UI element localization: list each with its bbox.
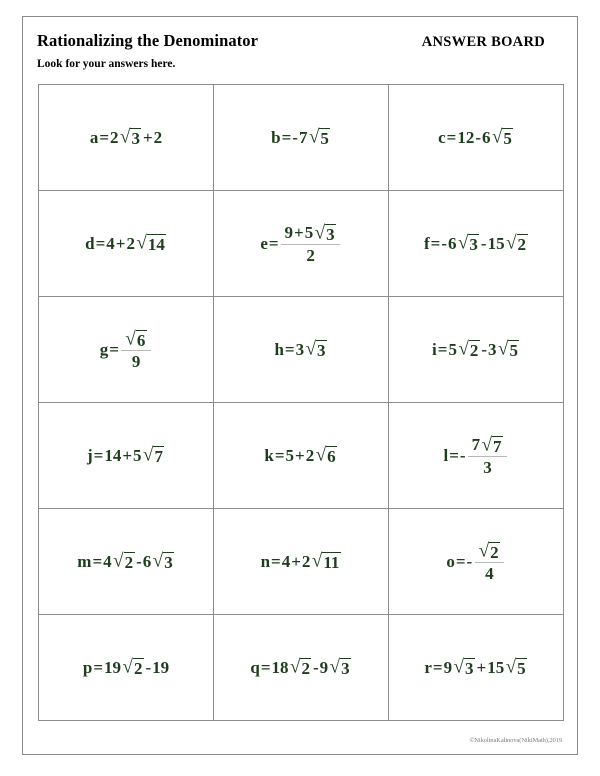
- answer-row: [39, 403, 564, 509]
- operator: +: [142, 127, 153, 147]
- answer-expression: [82, 658, 169, 677]
- radicand: 11: [323, 552, 340, 572]
- term: 2: [126, 233, 135, 253]
- operator: -: [145, 657, 152, 677]
- radical-sign-icon: √: [506, 232, 517, 253]
- term: 19: [152, 657, 170, 677]
- answer-row: [39, 509, 564, 615]
- answer-letter: i: [432, 339, 437, 359]
- answer-expression: [89, 128, 162, 147]
- radicand: 3: [465, 658, 474, 678]
- radical-sign-icon: √: [315, 444, 327, 465]
- radical: [143, 446, 164, 465]
- term: 7: [298, 127, 308, 147]
- equals-sign: =: [260, 657, 271, 677]
- radical-sign-icon: √: [290, 656, 301, 677]
- fraction-denominator: [131, 351, 141, 370]
- radical-sign-icon: √: [136, 232, 147, 253]
- term: 15: [487, 657, 505, 677]
- fraction-numerator: [475, 542, 504, 562]
- f-cell[interactable]: [389, 191, 564, 297]
- term: 6: [447, 233, 457, 253]
- answer-expression: [260, 552, 342, 571]
- term: 6: [481, 127, 491, 147]
- radicand: 3: [131, 128, 140, 148]
- answer-letter: q: [250, 657, 260, 677]
- radicand: 2: [124, 552, 134, 572]
- equals-sign: =: [93, 657, 104, 677]
- radicand: 7: [154, 446, 163, 466]
- radical-sign-icon: √: [113, 550, 124, 571]
- equals-sign: =: [274, 445, 285, 465]
- term: 4: [106, 233, 115, 253]
- instruction-text: Look for your answers here.: [37, 58, 176, 70]
- answer-row: [39, 191, 564, 297]
- radical: [306, 340, 327, 359]
- answer-letter: o: [446, 552, 455, 571]
- term: 5: [285, 445, 295, 465]
- term: 2: [305, 445, 315, 465]
- term: 5: [448, 339, 457, 359]
- radical: [123, 658, 144, 677]
- answer-grid-body: [39, 85, 564, 721]
- answer-expression: [274, 340, 328, 359]
- n-cell[interactable]: [214, 509, 389, 615]
- radical-sign-icon: √: [478, 540, 490, 561]
- term: 9: [284, 222, 294, 242]
- answer-expression: [77, 552, 175, 571]
- radical-sign-icon: √: [505, 656, 517, 677]
- answer-letter: r: [424, 657, 432, 677]
- answer-expression: [432, 340, 521, 359]
- radical-sign-icon: √: [458, 338, 469, 359]
- term: 9: [443, 657, 453, 677]
- copyright-credit: ©NikolinaKalinova(NikiMath),2019: [469, 737, 562, 744]
- radical: [290, 658, 311, 677]
- term: 4: [485, 563, 494, 583]
- radicand: 5: [503, 128, 512, 148]
- fraction-numerator: [468, 436, 507, 456]
- answer-letter: m: [77, 551, 92, 571]
- radicand: 2: [301, 658, 310, 678]
- operator: +: [295, 445, 305, 465]
- equals-sign: =: [281, 127, 292, 147]
- radical: [315, 224, 336, 243]
- g-cell[interactable]: [39, 297, 214, 403]
- operator: -: [480, 233, 487, 253]
- operator: -: [441, 233, 447, 253]
- term: 7: [471, 434, 481, 454]
- term: 3: [488, 339, 497, 359]
- radical: [506, 234, 527, 253]
- term: 2: [153, 127, 163, 147]
- equals-sign: =: [95, 233, 106, 253]
- answer-expression: [438, 128, 515, 147]
- radical: [330, 658, 351, 677]
- term: 3: [483, 457, 492, 477]
- radical-sign-icon: √: [314, 222, 326, 243]
- p-cell[interactable]: [39, 615, 214, 721]
- answer-expression: [446, 542, 506, 582]
- radical: [454, 658, 475, 677]
- page-title: Rationalizing the Denominator: [37, 31, 259, 50]
- radicand: 14: [147, 234, 165, 254]
- radical-sign-icon: √: [122, 656, 133, 677]
- operator: +: [115, 233, 126, 253]
- e-cell[interactable]: [214, 191, 389, 297]
- c-cell[interactable]: [389, 85, 564, 191]
- equals-sign: =: [446, 127, 457, 147]
- term: 15: [487, 233, 505, 253]
- q-cell[interactable]: [214, 615, 389, 721]
- equals-sign: =: [455, 552, 466, 571]
- b-cell[interactable]: [214, 85, 389, 191]
- term: 9: [131, 351, 141, 371]
- answer-expression: [264, 446, 338, 465]
- radical: [498, 340, 519, 359]
- radical: [125, 330, 146, 349]
- radicand: 6: [136, 330, 146, 350]
- answer-letter: d: [85, 233, 95, 253]
- radical-sign-icon: √: [457, 232, 469, 253]
- operator: -: [466, 552, 473, 571]
- answer-board-label: ANSWER BOARD: [421, 34, 545, 50]
- term: 5: [133, 445, 142, 465]
- equals-sign: =: [284, 339, 295, 359]
- a-cell[interactable]: [39, 85, 214, 191]
- equals-sign: =: [432, 657, 443, 677]
- radical: [312, 552, 341, 571]
- h-cell[interactable]: [214, 297, 389, 403]
- radical: [153, 552, 174, 571]
- term: 2: [110, 127, 119, 147]
- operator: +: [291, 551, 301, 571]
- answer-row: [39, 85, 564, 191]
- radical: [479, 542, 500, 561]
- radicand: 5: [320, 128, 329, 148]
- radicand: 5: [517, 658, 526, 678]
- radical: [113, 552, 134, 571]
- radical-sign-icon: √: [329, 656, 341, 677]
- radical-sign-icon: √: [305, 338, 317, 359]
- radicand: 2: [133, 658, 143, 678]
- operator: +: [476, 657, 487, 677]
- equals-sign: =: [271, 551, 281, 571]
- answer-letter: j: [87, 445, 93, 465]
- radicand: 6: [327, 446, 336, 466]
- equals-sign: =: [92, 551, 103, 571]
- answer-expression: [87, 446, 166, 465]
- radicand: 3: [469, 234, 478, 254]
- radical-sign-icon: √: [152, 550, 164, 571]
- answer-letter: n: [260, 551, 271, 571]
- answer-expression: [424, 658, 528, 677]
- radical: [492, 128, 513, 147]
- term: 4: [103, 551, 112, 571]
- term: 2: [306, 245, 315, 265]
- operator: -: [136, 551, 142, 571]
- radical: [316, 446, 337, 465]
- answer-expression: [85, 234, 168, 253]
- radical-sign-icon: √: [125, 328, 136, 349]
- answer-expression: [423, 234, 528, 253]
- radical-sign-icon: √: [311, 550, 323, 571]
- radicand: 3: [326, 224, 335, 244]
- radical-sign-icon: √: [143, 444, 154, 465]
- radicand: 3: [164, 552, 173, 572]
- d-cell[interactable]: [39, 191, 214, 297]
- radical: [506, 658, 527, 677]
- radical-sign-icon: √: [498, 338, 509, 359]
- fraction-denominator: [483, 457, 493, 476]
- term: 18: [271, 657, 289, 677]
- radical: [458, 340, 479, 359]
- term: 19: [104, 657, 122, 677]
- answer-expression: [250, 658, 352, 677]
- answer-expression: [443, 436, 509, 476]
- operator: -: [475, 127, 481, 147]
- radicand: 2: [469, 340, 479, 360]
- term: 2: [301, 551, 311, 571]
- equals-sign: =: [437, 339, 448, 359]
- operator: -: [459, 446, 466, 465]
- l-cell[interactable]: [389, 403, 564, 509]
- answer-letter: b: [271, 127, 281, 147]
- equals-sign: =: [99, 127, 110, 147]
- term: 5: [304, 222, 314, 242]
- operator: +: [122, 445, 133, 465]
- radicand: 2: [517, 234, 527, 254]
- answer-expression: [99, 330, 153, 370]
- operator: -: [312, 657, 319, 677]
- fraction: [281, 224, 340, 264]
- radical-sign-icon: √: [491, 126, 503, 147]
- fraction: [468, 436, 507, 476]
- answer-letter: a: [89, 127, 99, 147]
- answer-row: [39, 297, 564, 403]
- r-cell[interactable]: [389, 615, 564, 721]
- radicand: 3: [317, 340, 326, 360]
- page-header: [37, 31, 565, 51]
- radical: [482, 436, 503, 455]
- radical: [136, 234, 166, 253]
- fraction-denominator: [485, 563, 495, 582]
- term: 12: [457, 127, 475, 147]
- answer-grid: [38, 84, 564, 721]
- fraction: [475, 542, 504, 582]
- fraction: [121, 330, 150, 370]
- m-cell[interactable]: [39, 509, 214, 615]
- radical-sign-icon: √: [481, 434, 493, 455]
- term: 14: [104, 445, 122, 465]
- fraction-numerator: [281, 224, 340, 244]
- answer-expression: [271, 128, 332, 147]
- worksheet-page: [22, 16, 578, 755]
- equals-sign: =: [449, 446, 459, 465]
- radicand: 2: [490, 542, 499, 562]
- answer-letter: k: [264, 445, 274, 465]
- answer-letter: e: [260, 234, 268, 253]
- i-cell[interactable]: [389, 297, 564, 403]
- radical-sign-icon: √: [120, 126, 131, 147]
- answer-letter: p: [82, 657, 93, 677]
- equals-sign: =: [109, 340, 119, 359]
- equals-sign: =: [430, 233, 441, 253]
- radical: [120, 128, 141, 147]
- j-cell[interactable]: [39, 403, 214, 509]
- equals-sign: =: [268, 234, 279, 253]
- operator: -: [292, 127, 298, 147]
- term: 6: [142, 551, 152, 571]
- answer-letter: f: [423, 233, 430, 253]
- equals-sign: =: [93, 445, 104, 465]
- radical: [309, 128, 330, 147]
- o-cell[interactable]: [389, 509, 564, 615]
- answer-letter: g: [99, 340, 109, 359]
- fraction-numerator: [121, 330, 150, 350]
- radicand: 5: [509, 340, 518, 360]
- term: 3: [295, 339, 305, 359]
- fraction-denominator: [306, 245, 316, 264]
- operator: +: [294, 222, 304, 242]
- k-cell[interactable]: [214, 403, 389, 509]
- answer-letter: l: [443, 446, 449, 465]
- radical-sign-icon: √: [453, 656, 465, 677]
- operator: -: [481, 339, 488, 359]
- answer-letter: c: [438, 127, 446, 147]
- term: 4: [281, 551, 291, 571]
- radicand: 7: [493, 436, 502, 456]
- term: 9: [319, 657, 329, 677]
- radical: [458, 234, 479, 253]
- answer-expression: [260, 224, 342, 264]
- answer-letter: h: [274, 339, 284, 359]
- radical-sign-icon: √: [308, 126, 320, 147]
- radicand: 3: [341, 658, 350, 678]
- answer-row: [39, 615, 564, 721]
